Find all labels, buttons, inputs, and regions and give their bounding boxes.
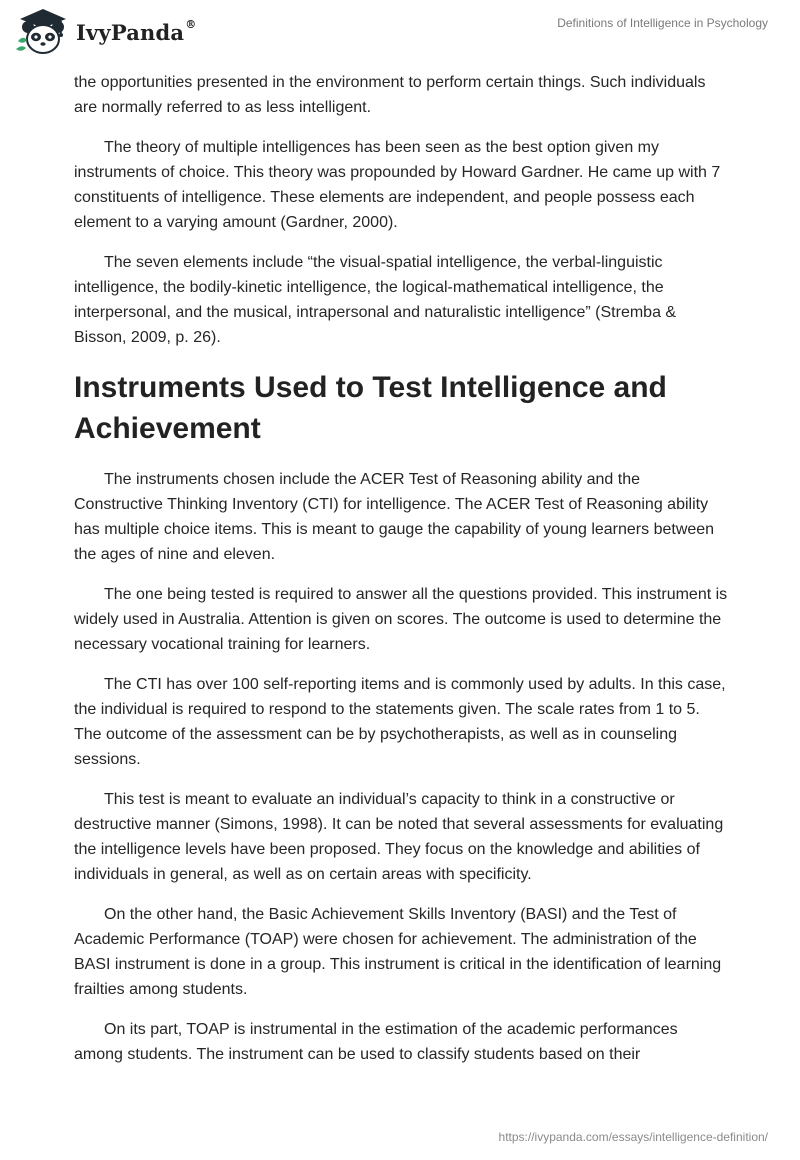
paragraph: The seven elements include “the visual-spatial intelligence, the verbal-linguistic intelligence, the bodily-kinetic intelligence, the logical-mathematical intelligence, the interpersonal, and the musical, intrapersonal and naturalistic intelligence” (Stremba & Bisson, 2009, p. 26).	[74, 254, 677, 346]
paragraph: The CTI has over 100 self-reporting items and is commonly used by adults. In this case, the individual is required to respond to the statements given. The scale rates from 1 to 5. The outcome of the assessment can be by psychotherapists, as well as in counseling sessions.	[74, 676, 726, 768]
paragraph: On the other hand, the Basic Achievement Skills Inventory (BASI) and the Test of Academic Performance (TOAP) were chosen for achievement. The administration of the BASI instrument is done in a group. This instrument is critical in the identification of learning frailties among students.	[74, 906, 722, 998]
paragraph: The one being tested is required to answer all the questions provided. This instrument is widely used in Australia. Attention is given on scores. The outcome is used to determine the necessary vocational training for learners.	[74, 586, 728, 653]
paragraph: The instruments chosen include the ACER Test of Reasoning ability and the Constructive Thinking Inventory (CTI) for intelligence. The ACER Test of Reasoning ability has multiple choice items. This is meant to gauge the capability of young learners between the ages of nine and eleven.	[74, 471, 715, 563]
brand-logo[interactable]	[14, 6, 196, 58]
document-title: Definitions of Intelligence in Psychology	[557, 16, 768, 30]
source-url-link[interactable]: https://ivypanda.com/essays/intelligence-definition/	[498, 1130, 768, 1144]
paragraph: the opportunities presented in the environment to perform certain things. Such individuals are normally referred to as less intelligent.	[74, 74, 706, 116]
paragraph: On its part, TOAP is instrumental in the estimation of the academic performances among students. The instrument can be used to classify students based on their	[74, 1021, 678, 1063]
essay-content	[74, 70, 728, 1082]
paragraph: The theory of multiple intelligences has been seen as the best option given my instruments of choice. This theory was propounded by Howard Gardner. He came up with 7 constituents of intelligence. These elements are independent, and people possess each element to a varying amount (Gardner, 2000).	[74, 139, 721, 231]
panda-graduation-cap-icon	[14, 7, 72, 57]
section-heading: Instruments Used to Test Intelligence and Achievement	[74, 371, 667, 445]
paragraph: This test is meant to evaluate an individual’s capacity to think in a constructive or destructive manner (Simons, 1998). It can be noted that several assessments for evaluating the intelligence levels have been proposed. They focus on the knowledge and abilities of individuals in general, as well as on certain areas with specificity.	[74, 791, 724, 883]
registered-mark: ®	[185, 17, 197, 31]
brand-name: IvyPanda®	[76, 17, 197, 45]
page-header	[0, 0, 800, 64]
